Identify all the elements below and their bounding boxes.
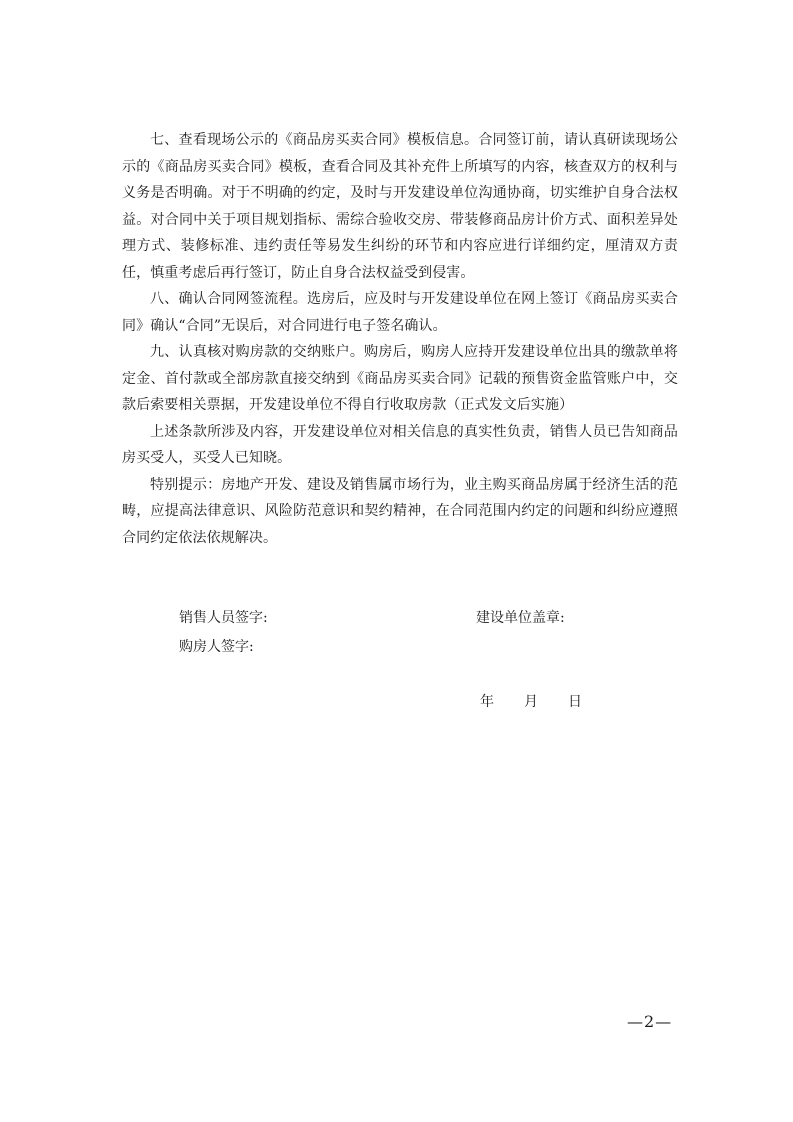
date-line [480,692,600,712]
date-day: 日 [568,694,582,710]
page-number: —2— [627,1012,673,1031]
paragraph-contract-template: 七、查看现场公示的《商品房买卖合同》模板信息。合同签订前，请认真研读现场公示的《商品房买卖合同》模板，查看合同及其补充件上所填写的内容，核查双方的权利与义务是否明确。对于不明确的约定，及时与开发建设单位沟通协商，切实维护自身合法权益。对合同中关于项目规划指标、需综合验收交房、带装修商品房计价方式、面积差异处理方式、装修标准、违约责任等易发生纠纷的环节和内容应进行详细约定，厘清双方责任，慎重考虑后再行签订，防止自身合法权益受到侵害。 [122,132,678,281]
sales-signature-label: 销售人员签字: [179,610,268,626]
paragraph-special-notice: 特别提示：房地产开发、建设及销售属市场行为，业主购买商品房属于经济生活的范畴，应提高法律意识、风险防范意识和契约精神，在合同范围内约定的问题和纠纷应遵照合同约定依法依规解决。 [122,476,678,546]
paragraph-online-signing: 八、确认合同网签流程。选房后，应及时与开发建设单位在网上签订《商品房买卖合同》确认“合同”无误后，对合同进行电子签名确认。 [122,291,678,334]
document-body [122,127,678,551]
paragraph-disclosure: 上述条款所涉及内容，开发建设单位对相关信息的真实性负责，销售人员已告知商品房买受人，买受人已知晓。 [122,423,678,466]
date-month: 月 [524,694,538,710]
developer-seal-label: 建设单位盖章: [476,610,565,626]
buyer-signature-label: 购房人签字: [179,639,254,655]
date-year: 年 [480,694,494,710]
paragraph-payment-account: 九、认真核对购房款的交纳账户。购房后，购房人应持开发建设单位出具的缴款单将定金、首付款或全部房款直接交纳到《商品房买卖合同》记载的预售资金监管账户中，交款后索要相关票据，开发建设单位不得自行收取房款（正式发文后实施） [122,344,678,413]
